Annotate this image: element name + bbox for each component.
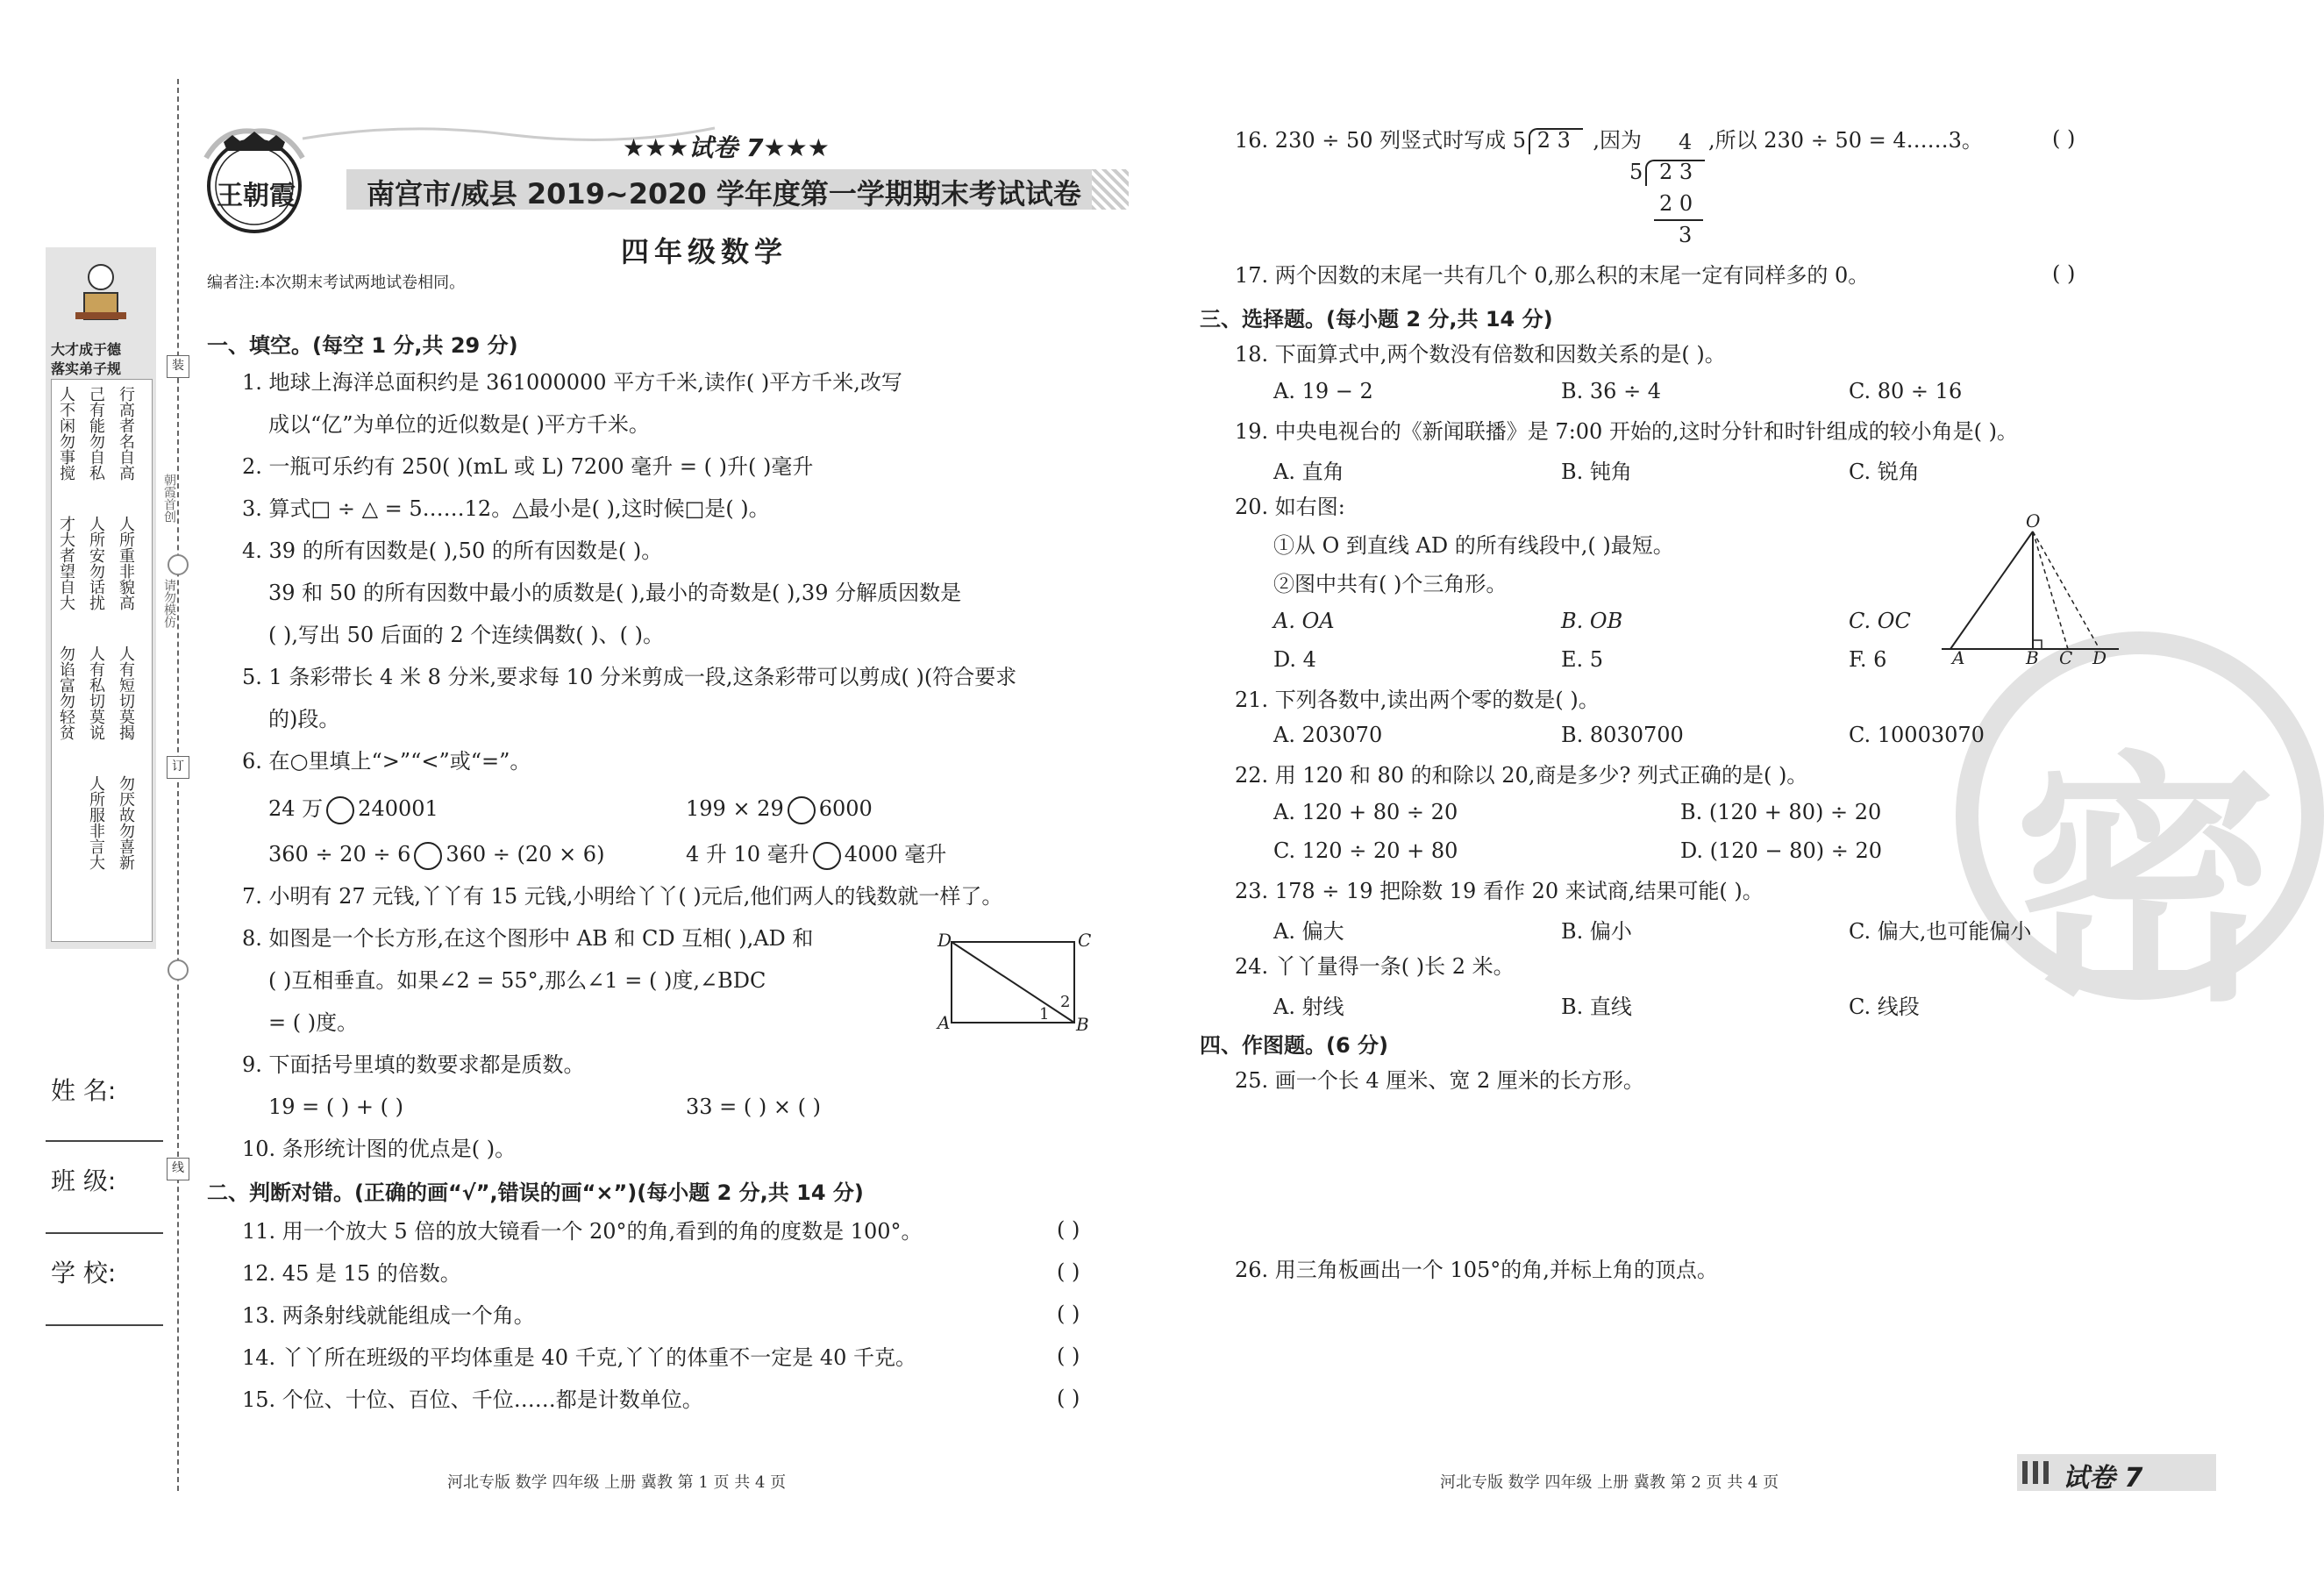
title-checker — [1092, 169, 1129, 210]
q18: 18. 下面算式中,两个数没有倍数和因数关系的是( )。 — [1235, 342, 1726, 367]
q23-option-a[interactable]: A. 偏大 — [1273, 919, 1344, 944]
q14: 14. 丫丫所在班级的平均体重是 40 千克,丫丫的体重不一定是 40 千克。 — [242, 1345, 917, 1370]
q4-line2: 39 和 50 的所有因数中最小的质数是( ),最小的奇数是( ),39 分解质因数是 — [268, 581, 962, 605]
fig8-label-C: C — [1078, 930, 1092, 951]
binding-box-1: 装 — [167, 355, 189, 378]
q8-line3: = ( )度。 — [268, 1010, 359, 1035]
fig8-angle-2: 2 — [1060, 993, 1071, 1011]
fig20-label-A: A — [1952, 647, 1965, 668]
motto-column-3: 人所重非貌高 — [117, 516, 135, 610]
q16-long-division — [1621, 125, 1708, 256]
motto-column-10: 人所服非言大 — [87, 775, 105, 870]
motto-column-2: 人不闲勿事搅 — [57, 386, 75, 481]
footer-right: 河北专版 数学 四年级 上册 冀教 第 2 页 共 4 页 — [1440, 1473, 1779, 1492]
q19-option-c[interactable]: C. 锐角 — [1849, 460, 1920, 484]
q13: 13. 两条射线就能组成一个角。 — [242, 1303, 535, 1328]
q6c-right: 360 ÷ (20 × 6) — [446, 842, 605, 867]
logo-icon — [197, 123, 311, 237]
q16-small-division — [1513, 126, 1586, 154]
motto-column-1: 己有能勿自私 — [87, 386, 105, 481]
q19: 19. 中央电视台的《新闻联播》是 7:00 开始的,这时分针和时针组成的较小角是( )。 — [1235, 419, 2018, 444]
q20-option-e[interactable]: E. 5 — [1561, 647, 1604, 672]
q22-option-b[interactable]: B. (120 + 80) ÷ 20 — [1680, 800, 1882, 824]
q20-option-c[interactable]: C. OC — [1849, 609, 1911, 633]
q6c — [268, 840, 604, 870]
q18-option-a[interactable]: A. 19 − 2 — [1273, 379, 1373, 403]
q6a-right: 240001 — [358, 796, 438, 821]
q23-option-c[interactable]: C. 偏大,也可能偏小 — [1849, 919, 2032, 944]
q6d-right: 4000 毫升 — [844, 842, 947, 867]
q16-prefix: 16. 230 ÷ 50 列竖式时写成 — [1235, 128, 1507, 153]
binding-note-1: 朝霞首创 — [162, 474, 176, 523]
scholar-figure-icon — [72, 258, 130, 337]
q6: 6. 在○里填上“>”“<”或“=”。 — [242, 749, 531, 774]
motto-top-1: 大才成于德 — [51, 341, 122, 358]
q8-line1: 8. 如图是一个长方形,在这个图形中 AB 和 CD 互相( ),AD 和 — [242, 926, 814, 951]
compare-circle[interactable] — [414, 842, 442, 870]
q22-option-c[interactable]: C. 120 ÷ 20 + 80 — [1273, 838, 1458, 863]
q6a — [268, 795, 438, 824]
q9a: 19 = ( ) + ( ) — [268, 1095, 403, 1119]
q6b-left: 199 × 29 — [686, 796, 784, 821]
q20-option-f[interactable]: F. 6 — [1849, 647, 1887, 672]
q5-line1: 5. 1 条彩带长 4 米 8 分米,要求每 10 分米剪成一段,这条彩带可以剪成( )(符合要求 — [242, 665, 1017, 689]
motto-column-6: 人有短切莫揭 — [117, 645, 135, 740]
watermark-char: 密 — [2014, 731, 2277, 1037]
q19-option-b[interactable]: B. 钝角 — [1561, 460, 1632, 484]
q24-option-a[interactable]: A. 射线 — [1273, 995, 1344, 1019]
q6a-left: 24 万 — [268, 796, 324, 821]
q21-option-c[interactable]: C. 10003070 — [1849, 723, 1985, 747]
q11-answer-paren[interactable]: ( ) — [1057, 1217, 1080, 1242]
q25-drawing-area[interactable] — [1235, 1102, 2024, 1242]
fig20-label-O: O — [2026, 510, 2041, 531]
q19-option-a[interactable]: A. 直角 — [1273, 460, 1344, 484]
div-big-product: 2 0 — [1659, 191, 1693, 216]
class-line[interactable] — [46, 1232, 163, 1234]
q22-option-a[interactable]: A. 120 + 80 ÷ 20 — [1273, 800, 1458, 824]
section-2-heading: 二、判断对错。(正确的画“√”,错误的画“×”)(每小题 2 分,共 14 分) — [207, 1180, 864, 1205]
binding-box-2: 订 — [167, 756, 189, 779]
q21: 21. 下列各数中,读出两个零的数是( )。 — [1235, 688, 1600, 712]
confidential-watermark — [1956, 631, 2324, 1037]
q23: 23. 178 ÷ 19 把除数 19 看作 20 来试商,结果可能( )。 — [1235, 879, 1764, 903]
div-small-dividend: 2 3 — [1536, 128, 1571, 153]
fig8-angle-1: 1 — [1039, 1005, 1050, 1023]
q6d-left: 4 升 10 毫升 — [686, 842, 809, 867]
q9: 9. 下面括号里填的数要求都是质数。 — [242, 1052, 585, 1077]
q4-line3: ( ),写出 50 后面的 2 个连续偶数( )、( )。 — [268, 623, 665, 647]
motto-column-9: 勿厌故勿喜新 — [117, 775, 135, 870]
binding-line — [177, 79, 179, 1491]
q17-answer-paren[interactable]: ( ) — [2052, 261, 2076, 286]
motto-column-7: 人有私切莫说 — [87, 645, 105, 740]
fig8-label-B: B — [1076, 1014, 1089, 1035]
q16-answer-paren[interactable]: ( ) — [2052, 126, 2076, 151]
fig20-label-D: D — [2092, 647, 2107, 668]
q15: 15. 个位、十位、百位、千位……都是计数单位。 — [242, 1387, 703, 1412]
fig20-label-C: C — [2059, 647, 2073, 668]
fig8-label-A: A — [937, 1012, 951, 1033]
q2: 2. 一瓶可乐约有 250( )(mL 或 L) 7200 毫升 = ( )升( )毫升 — [242, 454, 814, 479]
q20-option-d[interactable]: D. 4 — [1273, 647, 1316, 672]
compare-circle[interactable] — [813, 842, 841, 870]
q1-line2: 成以“亿”为单位的近似数是( )平方千米。 — [268, 412, 650, 437]
footer-left: 河北专版 数学 四年级 上册 冀教 第 1 页 共 4 页 — [447, 1473, 787, 1492]
binding-note-2: 请勿模仿 — [162, 579, 176, 628]
q24-option-b[interactable]: B. 直线 — [1561, 995, 1632, 1019]
q22-option-d[interactable]: D. (120 − 80) ÷ 20 — [1680, 838, 1882, 863]
q6c-left: 360 ÷ 20 ÷ 6 — [268, 842, 411, 867]
school-line[interactable] — [46, 1324, 163, 1326]
footer-tag-checker — [2022, 1461, 2052, 1484]
fig20-label-B: B — [2026, 647, 2039, 668]
compare-circle[interactable] — [326, 796, 354, 824]
q20: 20. 如右图: — [1235, 495, 1345, 519]
section-1-heading: 一、填空。(每空 1 分,共 29 分) — [207, 333, 518, 358]
binding-box-3: 线 — [167, 1158, 189, 1180]
footer-tag: 试卷 7 — [2063, 1463, 2143, 1494]
q21-option-b[interactable]: B. 8030700 — [1561, 723, 1684, 747]
class-label: 班 级: — [51, 1166, 117, 1195]
q4-line1: 4. 39 的所有因数是( ),50 的所有因数是( )。 — [242, 538, 663, 563]
motto-top-2: 落实弟子规 — [51, 360, 122, 377]
q7: 7. 小明有 27 元钱,丫丫有 15 元钱,小明给丫丫( )元后,他们两人的钱数就一样了。 — [242, 884, 1003, 909]
q16-because: ,因为 — [1593, 128, 1643, 153]
q6b-right: 6000 — [818, 796, 873, 821]
q20-part2: ②图中共有( )个三角形。 — [1273, 572, 1508, 596]
q16-result: ,所以 230 ÷ 50 = 4……3。 — [1708, 128, 1983, 153]
q6d — [686, 840, 946, 870]
school-label: 学 校: — [51, 1259, 117, 1287]
div-big-divisor: 5 — [1629, 160, 1643, 184]
page-title: 南宫市/威县 2019~2020 学年度第一学期期末考试试卷 — [367, 177, 1081, 210]
name-label: 姓 名: — [51, 1076, 117, 1105]
q12: 12. 45 是 15 的倍数。 — [242, 1261, 461, 1286]
section-4-heading: 四、作图题。(6 分) — [1200, 1033, 1388, 1058]
q11: 11. 用一个放大 5 倍的放大镜看一个 20°的角,看到的角的度数是 100°。 — [242, 1219, 923, 1244]
q18-option-b[interactable]: B. 36 ÷ 4 — [1561, 379, 1662, 403]
q26: 26. 用三角板画出一个 105°的角,并标上角的顶点。 — [1235, 1258, 1718, 1282]
motto-column-0: 行高者名自高 — [117, 386, 135, 481]
q15-answer-paren[interactable]: ( ) — [1057, 1386, 1080, 1410]
q14-answer-paren[interactable]: ( ) — [1057, 1344, 1080, 1368]
motto-column-5: 才大者望自大 — [57, 516, 75, 610]
binding-hole-icon — [168, 554, 189, 575]
editor-note: 编者注:本次期末考试两地试卷相同。 — [207, 274, 466, 292]
div-big-remainder: 3 — [1679, 223, 1693, 247]
logo-text: 王朝霞 — [217, 181, 296, 211]
q20-option-a[interactable]: A. OA — [1273, 609, 1335, 633]
q20-option-b[interactable]: B. OB — [1561, 609, 1623, 633]
q21-option-a[interactable]: A. 203070 — [1273, 723, 1383, 747]
q12-answer-paren[interactable]: ( ) — [1057, 1259, 1080, 1284]
exam-tag: ★★★试卷 7★★★ — [623, 133, 830, 162]
name-line[interactable] — [46, 1140, 163, 1142]
q8-rectangle-figure — [934, 930, 1092, 1035]
q26-drawing-area[interactable] — [1235, 1291, 2024, 1449]
motto-column-8: 勿谄富勿轻贫 — [57, 645, 75, 740]
q1-line1: 1. 地球上海洋总面积约是 361000000 平方千米,读作( )平方千米,改写 — [242, 370, 902, 395]
fig8-label-D: D — [937, 930, 952, 951]
q13-answer-paren[interactable]: ( ) — [1057, 1302, 1080, 1326]
q8-line2: ( )互相垂直。如果∠2 = 55°,那么∠1 = ( )度,∠BDC — [268, 968, 766, 993]
q6b — [686, 795, 873, 824]
q22: 22. 用 120 和 80 的和除以 20,商是多少? 列式正确的是( )。 — [1235, 763, 1808, 788]
div-big-quotient: 4 — [1679, 130, 1693, 154]
compare-circle[interactable] — [788, 796, 816, 824]
subject-title: 四年级数学 — [621, 235, 788, 268]
div-small-divisor: 5 — [1512, 128, 1527, 153]
q17: 17. 两个因数的末尾一共有几个 0,那么积的末尾一定有同样多的 0。 — [1235, 263, 1870, 288]
q5-line2: 的)段。 — [268, 707, 340, 731]
q9b: 33 = ( ) × ( ) — [686, 1095, 821, 1119]
q23-option-b[interactable]: B. 偏小 — [1561, 919, 1632, 944]
q3: 3. 算式□ ÷ △ = 5……12。△最小是( ),这时候□是( )。 — [242, 496, 770, 521]
q20-triangle-figure — [1938, 510, 2122, 668]
section-3-heading: 三、选择题。(每小题 2 分,共 14 分) — [1200, 307, 1553, 332]
binding-hole-icon — [168, 959, 189, 981]
q25: 25. 画一个长 4 厘米、宽 2 厘米的长方形。 — [1235, 1068, 1644, 1093]
q10: 10. 条形统计图的优点是( )。 — [242, 1137, 517, 1161]
motto-column-4: 人所安勿话扰 — [87, 516, 105, 610]
q16-text — [1235, 126, 1642, 154]
q24: 24. 丫丫量得一条( )长 2 米。 — [1235, 954, 1515, 979]
q18-option-c[interactable]: C. 80 ÷ 16 — [1849, 379, 1963, 403]
q24-option-c[interactable]: C. 线段 — [1849, 995, 1920, 1019]
q20-part1: ①从 O 到直线 AD 的所有线段中,( )最短。 — [1273, 533, 1674, 558]
div-big-dividend: 2 3 — [1659, 160, 1693, 184]
